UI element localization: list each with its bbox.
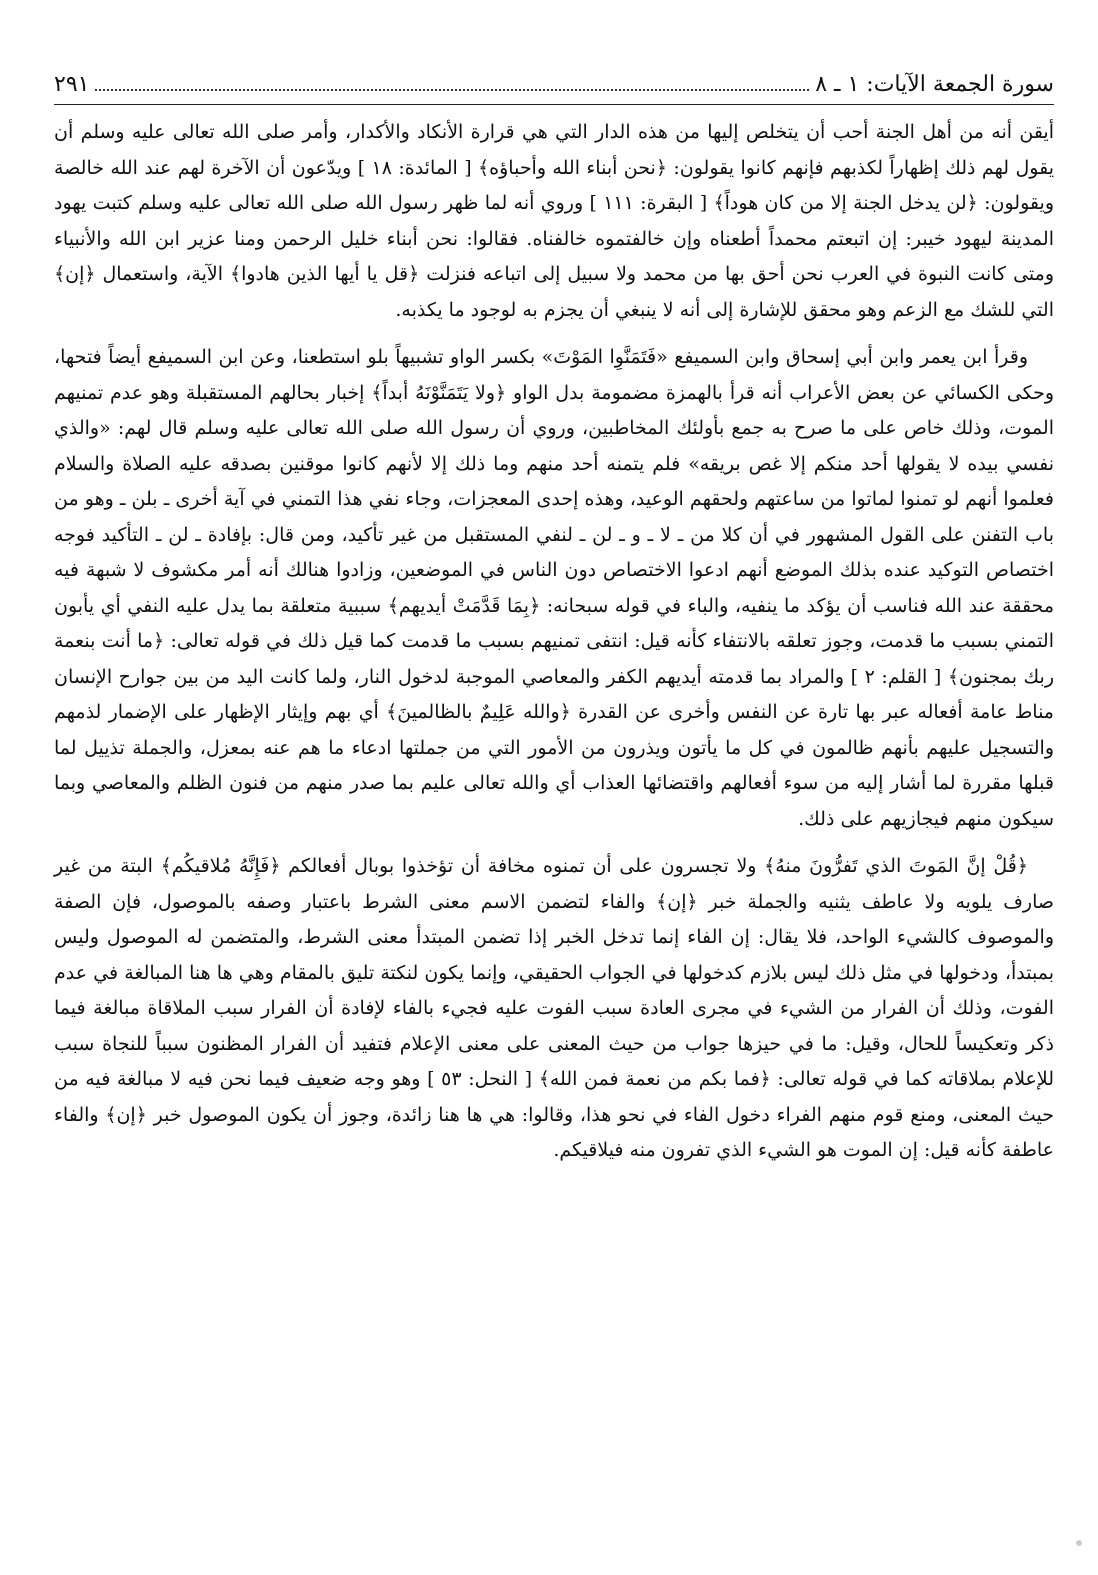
paragraph-3: ﴿قُلْ إنَّ المَوتَ الذي تَفرُّونَ منهُ﴾ ولا تجسرون على أن تمنوه مخافة أن تؤخذوا بوبال أفعالكم ﴿فَإِنَّهُ مُلاقيكُم﴾ البتة من غير صارف يلويه ولا عاطف يثنيه والجملة خبر ﴿إن﴾ والفاء لتضمن الاسم معنى الشرط باعتبار وصفه بالموصول، فإن الصفة والموصوف كالشيء الواحد، فلا يقال: إن الفاء إنما تدخل الخبر إذا تضمن المبتدأ معنى الشرط، والمتضمن له الموصول وليس بمبتدأ، ودخولها في مثل ذلك ليس بلازم كدخولها في الجواب الحقيقي، وإنما يكون لنكتة تليق بالمقام وهي ها هنا المبالغة في عدم الفوت، وذلك أن الفرار من الشيء في مجرى العادة سبب الفوت عليه فجيء بالفاء لإفادة أن الفرار سبب الملاقاة مبالغة فيما ذكر وتعكيساً للحال، وقيل: ما في حيزها جواب من حيث المعنى على معنى الإعلام فتفيد أن الفرار المظنون سبباً للنجاة سبب للإعلام بملاقاته كما في قوله تعالى: ﴿فما بكم من نعمة فمن الله﴾ [ النحل: ٥٣ ] وهو وجه ضعيف فيما نحن فيه لا مبالغة فيه من حيث المعنى، ومنع قوم منهم الفراء دخول الفاء في نحو هذا، وقالوا: هي ها هنا زائدة، وجوز أن يكون الموصول خبر ﴿إن﴾ والفاء عاطفة كأنه قيل: إن الموت هو الشيء الذي تفرون منه فيلاقيكم.: [54, 855, 1054, 1161]
scan-speck: [1076, 1540, 1082, 1546]
header-dot-leader: [95, 89, 809, 91]
running-header: [54, 70, 1054, 105]
page-number: ٢٩١: [54, 72, 90, 97]
paragraph-1: أيقن أنه من أهل الجنة أحب أن يتخلص إليها من هذه الدار التي هي قرارة الأنكاد والأكدار، وأمر صلى الله تعالى عليه وسلم أن يقول لهم ذلك إظهاراً لكذبهم فإنهم كانوا يقولون: ﴿نحن أبناء الله وأحباؤه﴾ [ المائدة: ١٨ ] ويدّعون أن الآخرة لهم عند الله خالصة ويقولون: ﴿لن يدخل الجنة إلا من كان هوداً﴾ [ البقرة: ١١١ ] وروي أنه لما ظهر رسول الله صلى الله تعالى عليه وسلم كتبت يهود المدينة ليهود خيبر: إن اتبعتم محمداً أطعناه وإن خالفتموه خالفناه. فقالوا: نحن أبناء خليل الرحمن ومنا عزير ابن الله والأنبياء ومتى كانت النبوة في العرب نحن أحق بها من محمد ولا سبيل إلى اتباعه فنزلت ﴿قل يا أيها الذين هادوا﴾ الآية، واستعمال ﴿إن﴾ التي للشك مع الزعم وهو محقق للإشارة إلى أنه لا ينبغي أن يجزم به لوجود ما يكذبه.: [54, 121, 1055, 321]
surah-header-title: سورة الجمعة الآيات: ١ ـ ٨: [815, 72, 1054, 97]
book-page: [54, 70, 1054, 1169]
paragraph-2: وقرأ ابن يعمر وابن أبي إسحاق وابن السميفع «فَتَمَنَّوِا المَوْتَ» بكسر الواو تشبيهاً بلو استطعنا، وعن ابن السميفع أيضاً فتحها، وحكى الكسائي عن بعض الأعراب أنه قرأ بالهمزة مضمومة بدل الواو ﴿ولا يَتَمَنَّوْنَهُ أبداً﴾ إخبار بحالهم المستقبلة وهو عدم تمنيهم الموت، وذلك خاص على ما صرح به جمع بأولئك المخاطبين، وروي أن رسول الله صلى الله تعالى عليه وسلم قال لهم: «والذي نفسي بيده لا يقولها أحد منكم إلا غص بريقه» فلم يتمنه أحد منهم وما ذلك إلا لأنهم كانوا موقنين بصدقه عليه الصلاة والسلام فعلموا أنهم لو تمنوا لماتوا من ساعتهم ولحقهم الوعيد، وهذه إحدى المعجزات، وجاء نفي هذا التمني في آية أخرى ـ بلن ـ وهو من باب التفنن على القول المشهور في أن كلا من ـ لا ـ و ـ لن ـ لنفي المستقبل من غير تأكيد، ومن قال: بإفادة ـ لن ـ التأكيد فوجه اختصاص التوكيد عنده بذلك الموضع أنهم ادعوا الاختصاص دون الناس في الموضعين، وزادوا هنالك أنه أمر مكشوف لا شبهة فيه محققة عند الله فناسب أن يؤكد ما ينفيه، والباء في قوله سبحانه: ﴿بِمَا قَدَّمَتْ أيديهم﴾ سببية متعلقة بما يدل عليه النفي أي يأبون التمني بسبب ما قدمت، وجوز تعلقه بالانتفاء كأنه قيل: انتفى تمنيهم بسبب ما قدمت كما قيل ذلك في قوله تعالى: ﴿ما أنت بنعمة ربك بمجنون﴾ [ القلم: ٢ ] والمراد بما قدمته أيديهم الكفر والمعاصي الموجبة لدخول النار، ولما كانت اليد من بين جوارح الإنسان مناط عامة أفعاله عبر بها تارة عن النفس وأخرى عن القدرة ﴿والله عَلِيمٌ بالظالمينَ﴾ أي بهم وإيثار الإظهار على الإضمار لذمهم والتسجيل عليهم بأنهم ظالمون في كل ما يأتون ويذرون من الأمور التي من جملتها ادعاء ما هم عنه بمعزل، والجملة تذييل لما قبلها مقررة لما أشار إليه من سوء أفعالهم واقتضائها العذاب أي والله تعالى عليم بما صدر منهم من فنون الظلم والمعاصي وبما سيكون منهم فيجازيهم على ذلك.: [54, 346, 1054, 830]
